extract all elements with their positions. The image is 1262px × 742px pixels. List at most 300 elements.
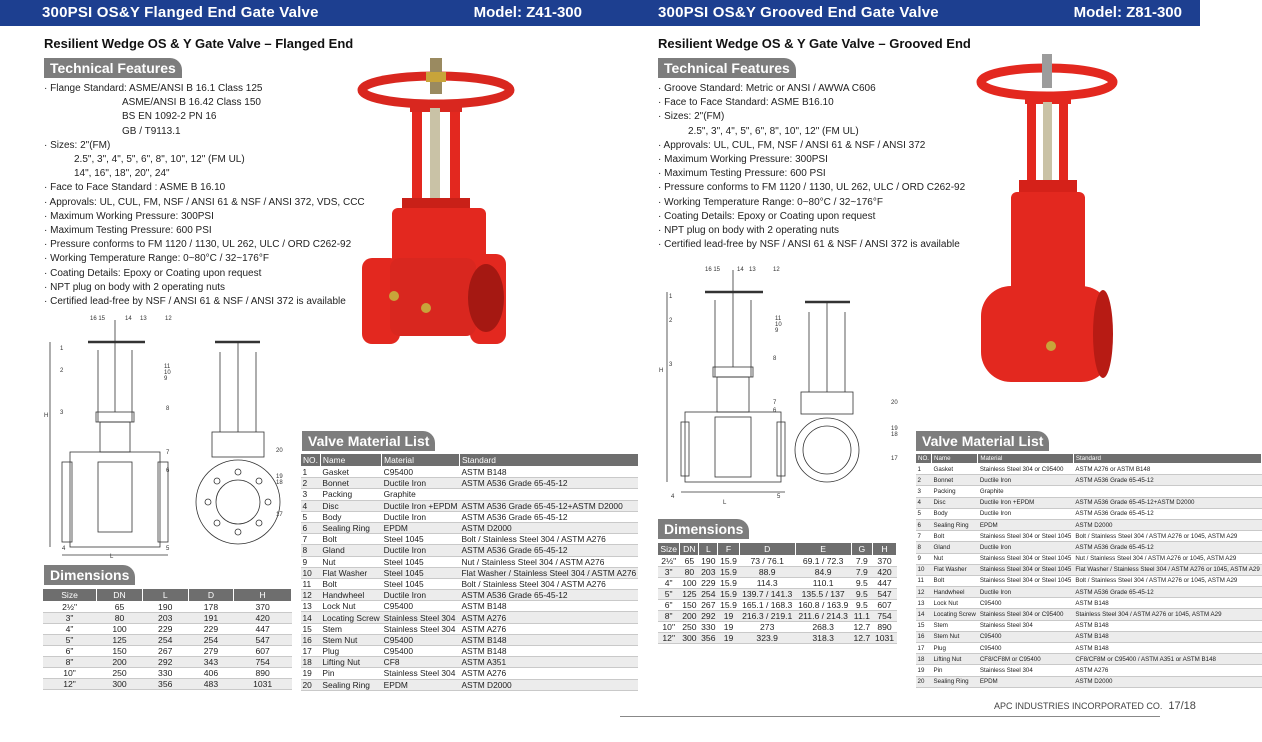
table-cell: Steel 1045	[382, 578, 460, 589]
table-cell: 9.5	[851, 600, 872, 611]
table-cell: 178	[188, 602, 234, 613]
table-cell: ASTM A536 Grade 65-45-12+ASTM D2000	[1073, 497, 1261, 508]
feature-line: · Groove Standard: Metric or ANSI / AWWA C606	[658, 83, 876, 94]
table-cell: Sealing Ring	[932, 676, 978, 687]
table-cell: ASTM B148	[1073, 631, 1261, 642]
table-cell: 15.9	[718, 556, 739, 567]
table-cell: 12.7	[851, 622, 872, 633]
svg-text:16 15: 16 15	[90, 316, 106, 322]
table-cell: Body	[320, 511, 381, 522]
dim-header: G	[851, 543, 872, 556]
dim-header: D	[739, 543, 795, 556]
table-cell: 125	[680, 589, 699, 600]
table-cell: 890	[234, 668, 292, 679]
footer-rule	[620, 716, 1160, 717]
table-cell: 165.1 / 168.3	[739, 600, 795, 611]
table-row	[916, 486, 1262, 497]
right-subtitle: Resilient Wedge OS & Y Gate Valve – Grooved End	[658, 36, 971, 51]
table-cell: Stainless Steel 304 / ASTM A276 or 1045, ASTM A29	[1073, 609, 1261, 620]
left-features-heading: Technical Features	[44, 58, 182, 78]
table-cell: Pin	[320, 668, 381, 679]
table-row	[916, 643, 1262, 654]
table-cell: 5	[301, 511, 321, 522]
table-cell: EPDM	[382, 679, 460, 690]
svg-text:11: 11	[164, 364, 171, 370]
table-row	[916, 598, 1262, 609]
table-cell: Bolt	[932, 575, 978, 586]
table-cell: 300	[680, 633, 699, 644]
table-cell: Gasket	[320, 467, 381, 478]
table-cell: Ductile Iron	[382, 478, 460, 489]
table-cell: ASTM D2000	[1073, 676, 1261, 687]
table-cell: 18	[916, 654, 932, 665]
table-cell: 3"	[43, 613, 97, 624]
table-cell: 343	[188, 657, 234, 668]
table-cell: 1	[301, 467, 321, 478]
table-cell: 110.1	[795, 578, 851, 589]
table-cell: 229	[699, 578, 718, 589]
table-cell: 19	[718, 633, 739, 644]
table-cell: 4"	[43, 624, 97, 635]
table-cell: 19	[301, 668, 321, 679]
table-cell: 254	[188, 635, 234, 646]
table-cell: 5"	[658, 589, 680, 600]
table-row	[916, 654, 1262, 665]
svg-text:13: 13	[140, 316, 147, 322]
right-title-bar	[600, 0, 1200, 26]
table-cell: Plug	[320, 646, 381, 657]
table-cell: 7	[916, 531, 932, 542]
dim-header: H	[234, 589, 292, 602]
table-cell: Lock Nut	[932, 598, 978, 609]
table-cell: 14	[301, 612, 321, 623]
table-cell: 12"	[43, 679, 97, 690]
right-dimensions-table	[657, 542, 897, 644]
table-cell: Stem	[932, 620, 978, 631]
table-cell: Ductile Iron +EPDM	[383, 500, 458, 511]
table-row	[916, 587, 1262, 598]
table-cell: ASTM B148	[459, 634, 638, 645]
table-cell: 5"	[43, 635, 97, 646]
dim-header: Size	[658, 543, 680, 556]
table-row	[916, 676, 1262, 687]
table-cell: ASTM A536 Grade 65-45-12	[1073, 508, 1261, 519]
feature-line: · Face to Face Standard : ASME B 16.10	[44, 182, 226, 194]
table-cell: Bolt	[932, 531, 978, 542]
feature-line: · Coating Details: Epoxy or Coating upon request	[658, 210, 876, 222]
table-cell: Ductile Iron	[382, 511, 460, 522]
table-cell: 279	[188, 646, 234, 657]
svg-text:6: 6	[166, 468, 170, 474]
table-cell: 2	[301, 478, 321, 489]
svg-text:13: 13	[749, 267, 756, 273]
svg-text:1: 1	[60, 346, 64, 352]
right-page	[0, 0, 600, 742]
table-cell: ASTM A536 Grade 65-45-12	[459, 511, 638, 522]
mat-col-standard: Standard	[459, 454, 638, 467]
table-cell: Sealing Ring	[320, 679, 381, 690]
table-cell: Sealing Ring	[932, 519, 978, 530]
table-cell: 191	[188, 613, 234, 624]
page-number: 17/18	[1168, 700, 1196, 712]
table-cell: Pin	[932, 665, 978, 676]
table-cell: 9	[301, 556, 321, 567]
svg-text:10: 10	[775, 322, 782, 328]
svg-text:4: 4	[671, 494, 675, 500]
table-cell: 16	[301, 634, 321, 645]
table-cell: ASTM A536 Grade 65-45-12+ASTM D2000	[459, 500, 638, 511]
table-cell: 268.3	[795, 622, 851, 633]
table-cell: Bonnet	[932, 475, 978, 486]
table-cell: 2½"	[43, 602, 97, 613]
table-cell: 12	[301, 590, 321, 601]
table-row	[916, 665, 1262, 676]
table-cell: 273	[739, 622, 795, 633]
svg-text:L: L	[110, 554, 114, 560]
table-cell: 150	[97, 646, 143, 657]
dim-header: D	[188, 589, 234, 602]
table-cell: Stainless Steel 304 or Steel 1045	[978, 564, 1074, 575]
table-cell: Disc	[320, 500, 381, 511]
svg-text:3: 3	[669, 362, 673, 368]
feature-line: · Maximum Testing Pressure: 600 PSI	[658, 168, 826, 180]
feature-line: · Pressure conforms to FM 1120 / 1130, UL 262, ULC / ORD C262-92	[44, 239, 352, 251]
table-row	[916, 531, 1262, 542]
left-material-heading: Valve Material List	[302, 431, 435, 451]
table-cell: 203	[699, 567, 718, 578]
table-cell: 292	[699, 611, 718, 622]
feature-line: · NPT plug on body with 2 operating nuts	[658, 225, 840, 237]
table-cell: Graphite	[978, 486, 1074, 497]
table-cell: 135.5 / 137	[795, 589, 851, 600]
table-row	[658, 567, 897, 578]
table-cell: 370	[234, 602, 292, 613]
table-cell: Steel 1045	[382, 567, 460, 578]
table-cell: Stainless Steel 304 or Steel 1045	[978, 575, 1074, 586]
svg-text:14: 14	[737, 267, 744, 273]
table-cell: 190	[699, 556, 718, 567]
table-cell: 15	[916, 620, 932, 631]
table-cell: Ductile Iron	[382, 545, 460, 556]
table-cell: 80	[680, 567, 699, 578]
feature-line: · Coating Details: Epoxy or Coating upon request	[44, 267, 262, 279]
table-cell: 5	[916, 508, 932, 519]
table-cell: 15.9	[718, 600, 739, 611]
svg-text:18: 18	[891, 432, 898, 438]
table-cell: Ductile Iron	[978, 542, 1074, 553]
table-cell: 420	[234, 613, 292, 624]
table-row	[916, 553, 1262, 564]
table-cell: 11.1	[851, 611, 872, 622]
table-cell: 15	[301, 623, 321, 634]
table-cell: 200	[680, 611, 699, 622]
table-cell: Handwheel	[320, 590, 381, 601]
table-cell: EPDM	[382, 522, 460, 533]
table-row	[658, 622, 897, 633]
left-dimensions-heading: Dimensions	[44, 565, 135, 585]
table-cell: 9	[916, 553, 932, 564]
feature-line: · Approvals: UL, CUL, FM, NSF / ANSI 61 & NSF / ANSI 372, VDS, CCC	[44, 196, 365, 208]
feature-line: 14", 16", 18", 20", 24"	[74, 168, 170, 180]
table-cell: 10"	[43, 668, 97, 679]
table-cell: 1031	[234, 679, 292, 690]
table-cell: 250	[680, 622, 699, 633]
table-cell: 754	[873, 611, 897, 622]
table-cell: ASTM A351	[459, 657, 638, 668]
table-cell: 890	[873, 622, 897, 633]
table-cell: 160.8 / 163.9	[795, 600, 851, 611]
table-cell: Stainless Steel 304	[382, 612, 460, 623]
table-cell: 17	[301, 646, 321, 657]
table-cell: CF8	[382, 657, 460, 668]
dim-header: DN	[97, 589, 143, 602]
table-cell: Ductile Iron	[978, 508, 1074, 519]
svg-text:12: 12	[165, 316, 172, 322]
table-cell: Flat Washer	[320, 567, 381, 578]
table-row	[916, 519, 1262, 530]
table-cell: ASTM A536 Grade 65-45-12	[459, 590, 638, 601]
table-cell: 11	[301, 578, 321, 589]
table-cell: C95400	[978, 631, 1074, 642]
table-cell: 7.9	[851, 556, 872, 567]
table-cell: 318.3	[795, 633, 851, 644]
svg-text:19: 19	[891, 426, 898, 432]
table-cell: 3	[916, 486, 932, 497]
table-cell: Gasket	[932, 464, 978, 475]
feature-line: · Working Temperature Range: 0~80°C / 32~176°F	[44, 253, 269, 265]
svg-text:11: 11	[775, 316, 782, 322]
mat-col-material: Material	[978, 454, 1074, 464]
table-cell	[1073, 486, 1261, 497]
table-cell: C95400	[978, 598, 1074, 609]
feature-line: · Maximum Testing Pressure: 600 PSI	[44, 225, 212, 237]
table-cell: 13	[916, 598, 932, 609]
table-cell: 10	[301, 567, 321, 578]
svg-text:3: 3	[60, 410, 64, 416]
table-cell: CF8/CF8M or C95400 / ASTM A351 or ASTM B148	[1073, 654, 1261, 665]
svg-text:7: 7	[773, 400, 777, 406]
table-cell: 607	[234, 646, 292, 657]
table-cell: C95400	[382, 601, 460, 612]
table-cell: Ductile Iron	[978, 587, 1074, 598]
table-cell: 356	[142, 679, 188, 690]
table-cell: Bolt / Stainless Steel 304 / ASTM A276 or 1045, ASTM A29	[1073, 531, 1261, 542]
table-cell: 7	[301, 534, 321, 545]
table-row	[916, 475, 1262, 486]
table-cell: 20	[301, 679, 321, 690]
table-cell: 356	[699, 633, 718, 644]
table-cell: 15.9	[718, 589, 739, 600]
table-cell: Ductile Iron	[978, 475, 1074, 486]
svg-text:14: 14	[125, 316, 132, 322]
feature-line: 2.5", 3", 4", 5", 6", 8", 10", 12" (FM UL)	[74, 154, 245, 166]
table-cell: EPDM	[978, 676, 1074, 687]
table-cell: Stainless Steel 304	[382, 668, 460, 679]
table-cell: 2½"	[658, 556, 680, 567]
svg-text:20: 20	[891, 400, 898, 406]
table-cell: ASTM B148	[459, 646, 638, 657]
table-cell: Ductile Iron +EPDM	[978, 497, 1074, 508]
table-cell: 203	[142, 613, 188, 624]
footer	[994, 700, 1196, 712]
table-cell: Stainless Steel 304	[382, 623, 460, 634]
table-cell: ASTM B148	[1073, 598, 1261, 609]
table-cell: Disc	[932, 497, 978, 508]
table-cell: ASTM D2000	[1073, 519, 1261, 530]
table-cell: 6"	[43, 646, 97, 657]
table-cell: ASTM A536 Grade 65-45-12	[1073, 475, 1261, 486]
feature-line: · Pressure conforms to FM 1120 / 1130, UL 262, ULC / ORD C262-92	[658, 182, 966, 194]
table-cell: ASTM B148	[459, 467, 638, 478]
table-cell: Stem Nut	[320, 634, 381, 645]
table-cell: 88.9	[739, 567, 795, 578]
svg-text:H: H	[44, 413, 49, 419]
table-cell: Flat Washer / Stainless Steel 304 / ASTM A276 or 1045, ASTM A29	[1073, 564, 1261, 575]
table-cell: ASTM D2000	[459, 522, 638, 533]
table-cell: 2	[916, 475, 932, 486]
table-cell: 12"	[658, 633, 680, 644]
table-cell: Stainless Steel 304	[978, 620, 1074, 631]
feature-line: · NPT plug on body with 2 operating nuts	[44, 281, 226, 293]
feature-line: · Flange Standard: ASME/ANSI B 16.1 Class 125	[44, 83, 263, 94]
table-cell: 9.5	[851, 578, 872, 589]
table-cell: Lifting Nut	[932, 654, 978, 665]
table-row	[658, 600, 897, 611]
table-cell: 4	[916, 497, 932, 508]
right-technical-drawing	[655, 262, 905, 512]
right-features-heading: Technical Features	[658, 58, 796, 78]
table-cell: 8"	[43, 657, 97, 668]
feature-line: · Sizes: 2"(FM)	[44, 139, 111, 151]
table-cell: ASTM B148	[1073, 620, 1261, 631]
table-cell: 200	[97, 657, 143, 668]
footer-company: APC INDUSTRIES INCORPORATED CO.	[994, 701, 1163, 711]
svg-text:2: 2	[669, 318, 673, 324]
table-cell: 1031	[873, 633, 897, 644]
table-cell: 10"	[658, 622, 680, 633]
table-cell: Lock Nut	[320, 601, 381, 612]
feature-line: · Certified lead-free by NSF / ANSI 61 & NSF / ANSI 372 is available	[658, 239, 960, 251]
table-cell: 16	[916, 631, 932, 642]
table-cell: ASTM A276	[459, 623, 638, 634]
table-cell: 8"	[658, 611, 680, 622]
feature-line: · Maximum Working Pressure: 300PSI	[658, 154, 828, 166]
table-cell: 19	[916, 665, 932, 676]
table-cell: Bolt / Stainless Steel 304 / ASTM A276 or 1045, ASTM A29	[1073, 575, 1261, 586]
dim-header: H	[873, 543, 897, 556]
table-cell: Locating Screw	[932, 609, 978, 620]
mat-col-no: NO.	[301, 454, 321, 467]
svg-text:H: H	[659, 368, 664, 374]
table-cell: Nut / Stainless Steel 304 / ASTM A276	[459, 556, 638, 567]
svg-text:6: 6	[773, 408, 777, 414]
table-cell: Nut / Stainless Steel 304 / ASTM A276 or 1045, ASTM A29	[1073, 553, 1261, 564]
table-cell: 211.6 / 214.3	[795, 611, 851, 622]
table-cell: 17	[916, 643, 932, 654]
table-row	[658, 611, 897, 622]
table-cell: 250	[97, 668, 143, 679]
table-cell: Steel 1045	[382, 556, 460, 567]
table-cell: 330	[142, 668, 188, 679]
table-cell: 6"	[658, 600, 680, 611]
dim-header: L	[699, 543, 718, 556]
table-cell: Handwheel	[932, 587, 978, 598]
table-row	[916, 497, 1262, 508]
table-cell: C95400	[382, 467, 460, 478]
table-cell: Body	[932, 508, 978, 519]
table-cell: 420	[873, 567, 897, 578]
svg-text:17: 17	[891, 456, 898, 462]
svg-text:18: 18	[276, 480, 283, 486]
table-cell: EPDM	[978, 519, 1074, 530]
table-cell: Graphite	[382, 489, 460, 500]
table-cell: 18	[301, 657, 321, 668]
table-cell: Sealing Ring	[320, 522, 381, 533]
table-cell: 3	[301, 489, 321, 500]
table-row	[658, 578, 897, 589]
table-cell: 100	[680, 578, 699, 589]
feature-line: 2.5", 3", 4", 5", 6", 8", 10", 12" (FM UL)	[688, 125, 859, 137]
table-cell: ASTM B148	[459, 601, 638, 612]
table-cell: 3"	[658, 567, 680, 578]
table-cell: 65	[680, 556, 699, 567]
table-cell: 14	[916, 609, 932, 620]
table-cell: Bolt / Stainless Steel 304 / ASTM A276	[459, 534, 638, 545]
feature-line: · Working Temperature Range: 0~80°C / 32~176°F	[658, 196, 883, 208]
table-cell: 80	[97, 613, 143, 624]
svg-text:9: 9	[775, 328, 779, 334]
table-cell: 267	[699, 600, 718, 611]
table-cell: ASTM A536 Grade 65-45-12	[1073, 587, 1261, 598]
table-cell: Stainless Steel 304 or C95400	[978, 609, 1074, 620]
table-cell: 447	[234, 624, 292, 635]
table-row	[916, 508, 1262, 519]
table-cell: ASTM A276	[459, 668, 638, 679]
table-row	[916, 564, 1262, 575]
table-row	[916, 464, 1262, 475]
table-cell: Stainless Steel 304 or Steel 1045	[978, 531, 1074, 542]
feature-line: · Face to Face Standard: ASME B16.10	[658, 97, 834, 109]
table-cell: Stem	[320, 623, 381, 634]
table-cell: 15.9	[718, 567, 739, 578]
table-cell: 6	[916, 519, 932, 530]
svg-text:9: 9	[164, 376, 168, 382]
svg-text:1: 1	[669, 294, 673, 300]
right-title: 300PSI OS&Y Grooved End Gate Valve	[658, 4, 939, 21]
svg-text:4: 4	[62, 546, 66, 552]
table-cell: Stem Nut	[932, 631, 978, 642]
table-cell: Gland	[320, 545, 381, 556]
table-row	[916, 542, 1262, 553]
table-cell: 65	[97, 602, 143, 613]
table-cell: C95400	[382, 646, 460, 657]
svg-text:L: L	[723, 500, 727, 506]
right-material-table	[915, 453, 1262, 688]
table-cell: 12	[916, 587, 932, 598]
table-cell: ASTM A276	[1073, 665, 1261, 676]
table-row	[916, 609, 1262, 620]
svg-text:5: 5	[166, 546, 170, 552]
left-title: 300PSI OS&Y Flanged End Gate Valve	[42, 4, 319, 21]
table-cell: 190	[142, 602, 188, 613]
feature-line: ASME/ANSI B 16.42 Class 150	[122, 97, 261, 109]
table-cell: 406	[188, 668, 234, 679]
table-cell: 8	[916, 542, 932, 553]
svg-text:8: 8	[166, 406, 170, 412]
table-cell: Nut	[320, 556, 381, 567]
table-cell: ASTM B148	[1073, 643, 1261, 654]
table-cell: CF8/CF8M or C95400	[978, 654, 1074, 665]
